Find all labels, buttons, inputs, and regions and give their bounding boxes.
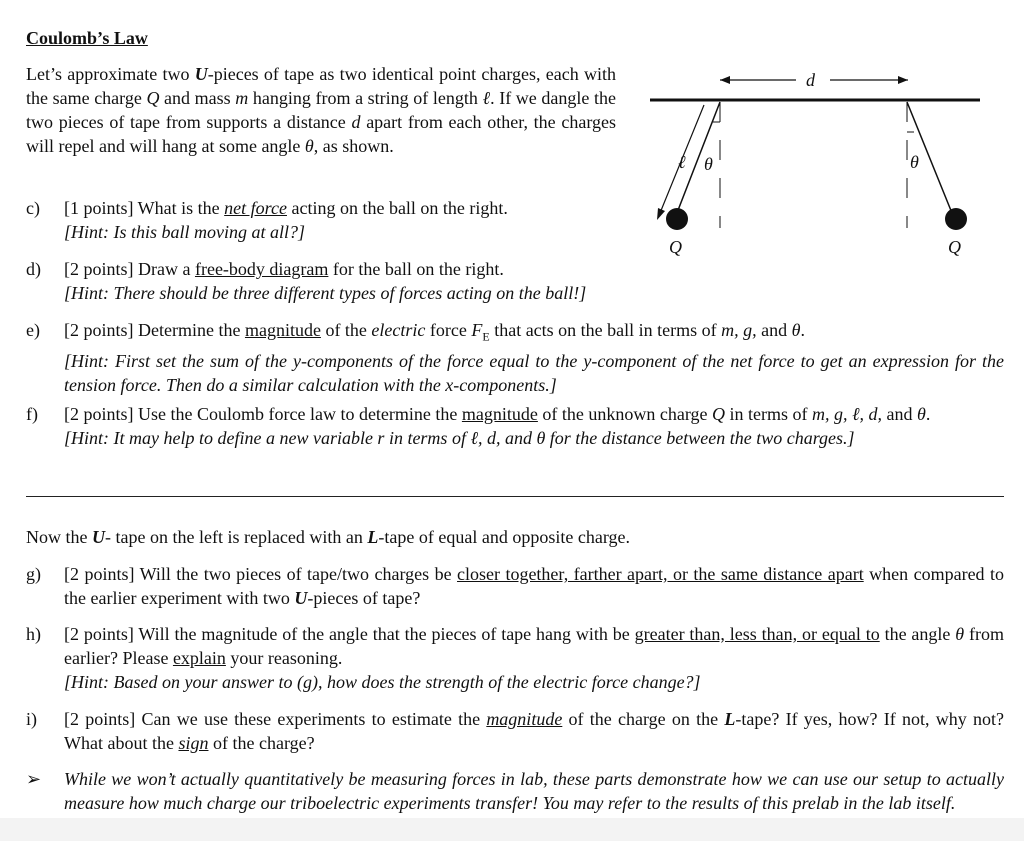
hint-d: [Hint: There should be three different types of forces acting on the ball!] [64,283,587,303]
pendulum-diagram [620,60,1020,270]
section-divider [26,496,1004,497]
question-c: c) [1 points] What is the net force acting on the ball on the right. [Hint: Is this ball moving at all?] [26,198,508,242]
question-d: d) [2 points] Draw a free-body diagram for the ball on the right. [Hint: There should be three different types of forces acting on the ball!] [26,259,587,303]
hint-c: [Hint: Is this ball moving at all?] [64,222,306,242]
right-charge-ball [945,208,967,230]
section-intro: Now the U- tape on the left is replaced with an L-tape of equal and opposite charge. [26,527,630,547]
question-h: h) [2 points] Will the magnitude of the angle that the pieces of tape hang with be greater than, less than, or equal to the angle θ from earlier? Please explain your reasoning. [Hint: Based on your answer to (g), how does the strength of the electric force change?] [26,624,1004,692]
closing-note: ➢ While we won’t actually quantitatively be measuring forces in lab, these parts demonstrate how we can use our setup to actually measure how much charge our triboelectric experiments transfer! You may refer to the results of this prelab in the lab itself. [26,769,1004,813]
theta-right-label: θ [910,152,919,172]
hint-e: [Hint: First set the sum of the y-components of the force equal to the y-component of the net force to get an expression for the tension force. Then do a similar calculation with the x-components.] [64,350,1004,395]
question-e: e) [2 points] Determine the magnitude of the electric force $F_E$ that acts on the ball in terms of m, g, and θ. [Hint: First set the sum of the y-components of the force equal to the y-component of the net force to get an expression for the tension force. Then do a similar calculation with the x-components.] [26,320,1004,395]
hint-f: [Hint: It may help to define a new variable r in terms of ℓ, d, and θ for the distance between the two charges.] [64,428,855,448]
question-i: i) [2 points] Can we use these experiments to estimate the magnitude of the charge on the L-tape? If yes, how? If not, why not? What about the sign of the charge? [26,709,1004,753]
question-f: f) [2 points] Use the Coulomb force law to determine the magnitude of the unknown charge Q in terms of m, g, ℓ, d, and θ. [Hint: It may help to define a new variable r in terms of ℓ, d, and θ for the distance between the two charges.] [26,404,931,448]
theta-left-label: θ [704,154,713,174]
d-label: d [806,70,815,90]
d-arrow-right-head [898,76,908,84]
d-arrow-left-head [720,76,730,84]
page-title: Coulomb’s Law [26,28,148,48]
question-g: g) [2 points] Will the two pieces of tape/two charges be closer together, farther apart, or the same distance apart when compared to the earlier experiment with two U-pieces of tape? [26,564,1005,608]
q-left-label: Q [669,237,682,257]
length-arrow-head [657,208,665,220]
page-bottom-band [0,818,1024,841]
left-charge-ball [666,208,688,230]
length-label: ℓ [678,152,686,172]
hint-h: [Hint: Based on your answer to (g), how does the strength of the electric force change?] [64,672,701,692]
intro-paragraph: Let’s approximate two U-pieces of tape as two identical point charges, each with the same charge Q and mass m hanging from a string of length ℓ. If we dangle the two pieces of tape from supports a distance d apart from each other, the charges will repel and will hang at some angle θ, as shown. [26,64,617,156]
arrow-bullet-icon: ➢ [26,769,42,789]
q-right-label: Q [948,237,961,257]
